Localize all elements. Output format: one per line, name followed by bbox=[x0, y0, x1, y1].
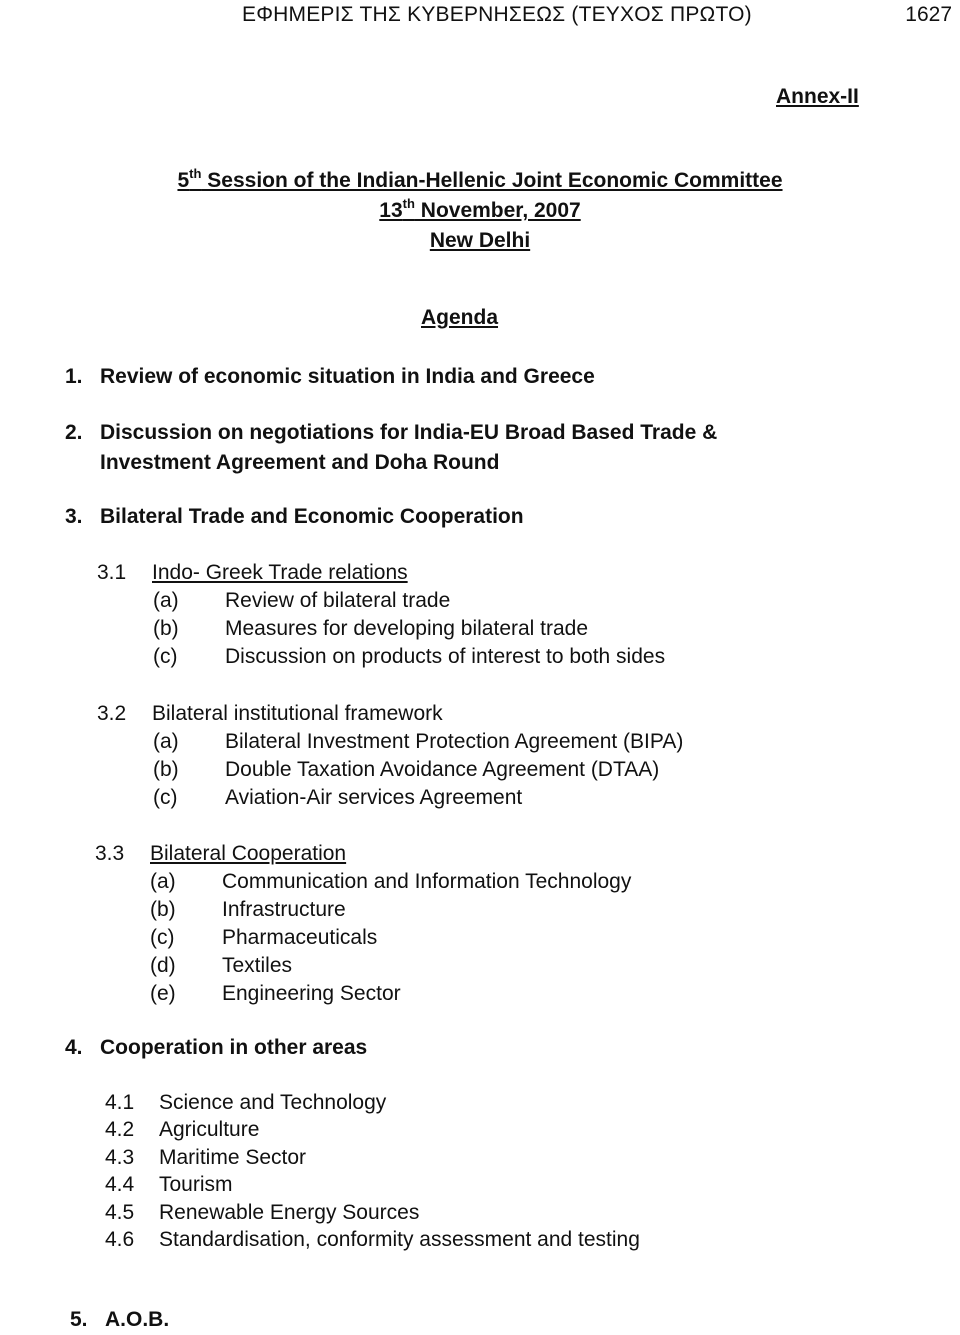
agenda-item-text-line1: Discussion on negotiations for India-EU Broad Based Trade & bbox=[100, 421, 718, 444]
list-item-text: Textiles bbox=[222, 954, 293, 977]
list-item bbox=[153, 756, 683, 784]
session-place: New Delhi bbox=[429, 229, 531, 252]
list-item bbox=[150, 896, 631, 924]
list-item bbox=[105, 1144, 640, 1171]
list-item bbox=[105, 1171, 640, 1198]
subsection-3-3-list bbox=[150, 868, 631, 1008]
list-item-number: 4.5 bbox=[105, 1200, 135, 1224]
list-item bbox=[150, 952, 631, 980]
subsection-3-1-heading bbox=[97, 559, 408, 587]
list-item-text: Science and Technology bbox=[159, 1091, 387, 1114]
subsection-title: Bilateral Cooperation bbox=[150, 842, 347, 865]
subsection-title: Indo- Greek Trade relations bbox=[152, 561, 408, 584]
agenda-item-number: 5. bbox=[70, 1308, 88, 1331]
list-item-number: 4.6 bbox=[105, 1228, 135, 1252]
list-item bbox=[105, 1199, 640, 1226]
list-item bbox=[105, 1226, 640, 1253]
list-item-text: Pharmaceuticals bbox=[222, 926, 378, 949]
list-item-label: (b) bbox=[153, 758, 179, 781]
list-item-label: (c) bbox=[153, 645, 178, 668]
agenda-item-text: Bilateral Trade and Economic Cooperation bbox=[100, 505, 524, 528]
list-item bbox=[105, 1089, 640, 1116]
list-item-text: Maritime Sector bbox=[159, 1145, 307, 1169]
agenda-item-text: Review of economic situation in India and Greece bbox=[100, 365, 595, 388]
subsection-title: Bilateral institutional framework bbox=[152, 702, 443, 725]
list-item bbox=[150, 868, 631, 896]
agenda-item-number: 3. bbox=[65, 505, 83, 528]
list-item-text: Standardisation, conformity assessment and testing bbox=[159, 1228, 640, 1252]
list-item bbox=[153, 728, 683, 756]
list-item-text: Review of bilateral trade bbox=[225, 589, 451, 612]
list-item-text: Measures for developing bilateral trade bbox=[225, 617, 589, 640]
agenda-item-number: 4. bbox=[65, 1036, 83, 1059]
agenda-item-2 bbox=[65, 418, 717, 478]
list-item bbox=[153, 784, 683, 812]
list-item-text: Discussion on products of interest to both sides bbox=[225, 645, 666, 668]
list-item-text: Infrastructure bbox=[222, 898, 346, 921]
agenda-item-text: A.O.B. bbox=[105, 1308, 170, 1331]
subsection-number: 3.3 bbox=[95, 842, 125, 865]
list-item bbox=[105, 1116, 640, 1143]
list-item-label: (c) bbox=[153, 786, 178, 809]
session-date-suffix: th bbox=[402, 196, 415, 211]
annex-label: Annex-II bbox=[776, 85, 859, 108]
list-item-text: Engineering Sector bbox=[222, 982, 401, 1005]
session-date-text: November, 2007 bbox=[414, 199, 581, 222]
session-ordinal-suffix: th bbox=[189, 166, 202, 181]
list-item-label: (c) bbox=[150, 926, 175, 949]
list-item bbox=[153, 615, 665, 643]
list-item-text: Tourism bbox=[159, 1173, 233, 1197]
list-item-label: (a) bbox=[153, 589, 179, 612]
agenda-item-1 bbox=[65, 362, 595, 392]
list-item-text: Bilateral Investment Protection Agreement (BIPA) bbox=[225, 730, 684, 753]
session-title bbox=[0, 166, 960, 196]
list-item-number: 4.1 bbox=[105, 1091, 135, 1114]
session-date bbox=[0, 196, 960, 226]
subsection-number: 3.2 bbox=[97, 702, 127, 725]
gazette-header-title: ΕΦΗΜΕΡΙΣ ΤΗΣ ΚΥΒΕΡΝΗΣΕΩΣ (ΤΕΥΧΟΣ ΠΡΩΤΟ) bbox=[242, 3, 752, 26]
agenda-item-number: 2. bbox=[65, 421, 83, 444]
subsection-3-3-heading bbox=[95, 840, 346, 868]
list-item bbox=[150, 924, 631, 952]
list-item-label: (b) bbox=[153, 617, 179, 640]
agenda-item-number: 1. bbox=[65, 365, 83, 388]
agenda-item-text-line2: Investment Agreement and Doha Round bbox=[100, 451, 500, 474]
list-item bbox=[153, 643, 665, 671]
list-item-number: 4.4 bbox=[105, 1173, 135, 1197]
list-item bbox=[150, 980, 631, 1008]
session-heading bbox=[0, 166, 960, 256]
list-item-label: (b) bbox=[150, 898, 176, 921]
list-item-text: Double Taxation Avoidance Agreement (DTAA) bbox=[225, 758, 660, 781]
list-item-number: 4.2 bbox=[105, 1118, 135, 1142]
list-item-text: Communication and Information Technology bbox=[222, 870, 632, 893]
subsection-number: 3.1 bbox=[97, 561, 127, 584]
subsection-4-list bbox=[105, 1089, 640, 1253]
list-item-text: Renewable Energy Sources bbox=[159, 1200, 420, 1224]
list-item-label: (e) bbox=[150, 982, 176, 1005]
agenda-item-3 bbox=[65, 502, 524, 532]
subsection-3-2-list bbox=[153, 728, 683, 812]
list-item-label: (a) bbox=[153, 730, 179, 753]
agenda-item-4 bbox=[65, 1033, 367, 1063]
list-item-label: (a) bbox=[150, 870, 176, 893]
agenda-item-text: Cooperation in other areas bbox=[100, 1036, 368, 1059]
list-item-number: 4.3 bbox=[105, 1145, 135, 1169]
subsection-3-2-heading bbox=[97, 700, 443, 728]
list-item-label: (d) bbox=[150, 954, 176, 977]
session-ordinal-number: 5 bbox=[177, 169, 190, 192]
agenda-item-5 bbox=[70, 1305, 169, 1335]
subsection-3-1-list bbox=[153, 587, 665, 671]
list-item-text: Agriculture bbox=[159, 1118, 260, 1142]
list-item-text: Aviation-Air services Agreement bbox=[225, 786, 523, 809]
list-item bbox=[153, 587, 665, 615]
session-title-text: Session of the Indian-Hellenic Joint Economic Committee bbox=[201, 169, 783, 192]
session-date-day: 13 bbox=[379, 199, 403, 222]
page-number: 1627 bbox=[905, 3, 952, 26]
agenda-title: Agenda bbox=[421, 306, 499, 329]
